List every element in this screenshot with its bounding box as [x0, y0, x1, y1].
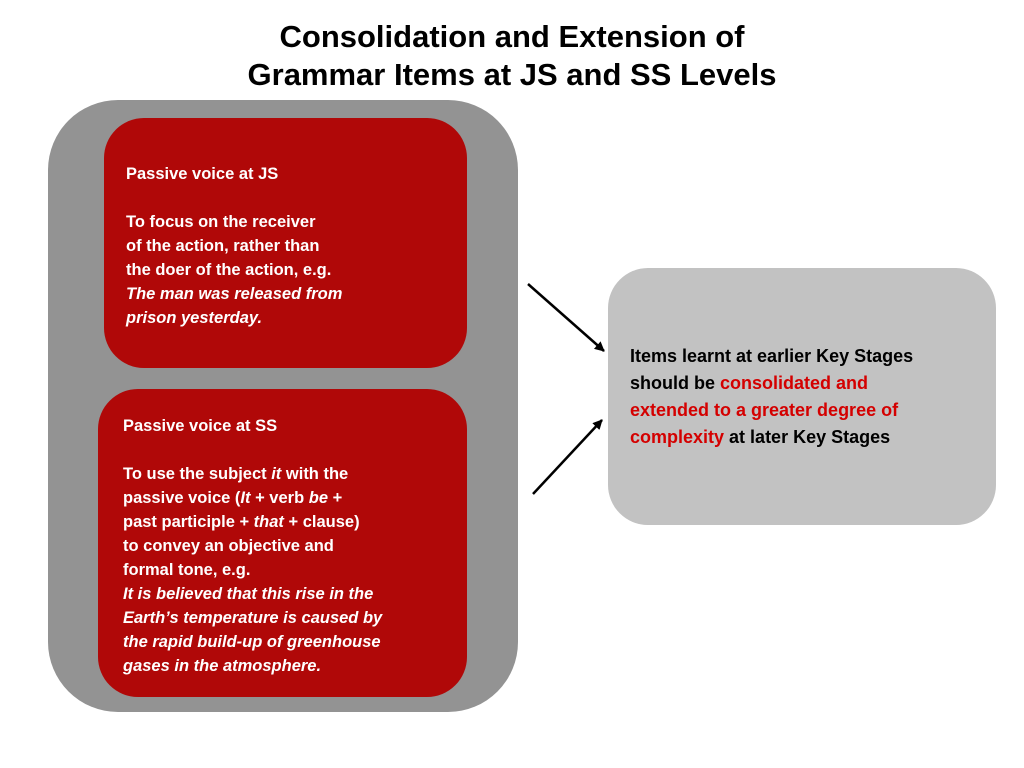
summary-line: complexity at later Key Stages	[630, 427, 891, 447]
js-desc-line: the doer of the action, e.g.	[126, 261, 332, 279]
title-line-2: Grammar Items at JS and SS Levels	[247, 57, 777, 92]
ss-desc-line: To use the subject it with the	[123, 465, 349, 483]
summary-line: Items learnt at earlier Key Stages	[630, 346, 914, 366]
ss-example-line: It is believed that this rise in the	[123, 585, 374, 603]
title-line-1: Consolidation and Extension of	[279, 19, 745, 54]
js-example-line: prison yesterday.	[126, 309, 263, 327]
ss-desc-line: formal tone, e.g.	[123, 561, 251, 579]
summary-line: extended to a greater degree of	[630, 400, 899, 420]
ss-desc-line: past participle + that + clause)	[123, 513, 360, 531]
summary-line: should be consolidated and	[630, 373, 869, 393]
js-example-line: The man was released from	[126, 285, 343, 303]
ss-card-heading: Passive voice at SS	[123, 417, 278, 435]
js-desc-line: of the action, rather than	[126, 237, 320, 255]
ss-desc-line: passive voice (It + verb be +	[123, 489, 343, 507]
js-desc-line: To focus on the receiver	[126, 213, 316, 231]
ss-example-line: gases in the atmosphere.	[123, 657, 322, 675]
arrow-from-ss	[533, 420, 602, 494]
js-card-heading: Passive voice at JS	[126, 165, 279, 183]
ss-example-line: Earth’s temperature is caused by	[123, 609, 383, 627]
arrow-from-js	[528, 284, 604, 351]
key-stages-summary-box	[608, 268, 996, 525]
ss-example-line: the rapid build-up of greenhouse	[123, 633, 381, 651]
ss-desc-line: to convey an objective and	[123, 537, 334, 555]
